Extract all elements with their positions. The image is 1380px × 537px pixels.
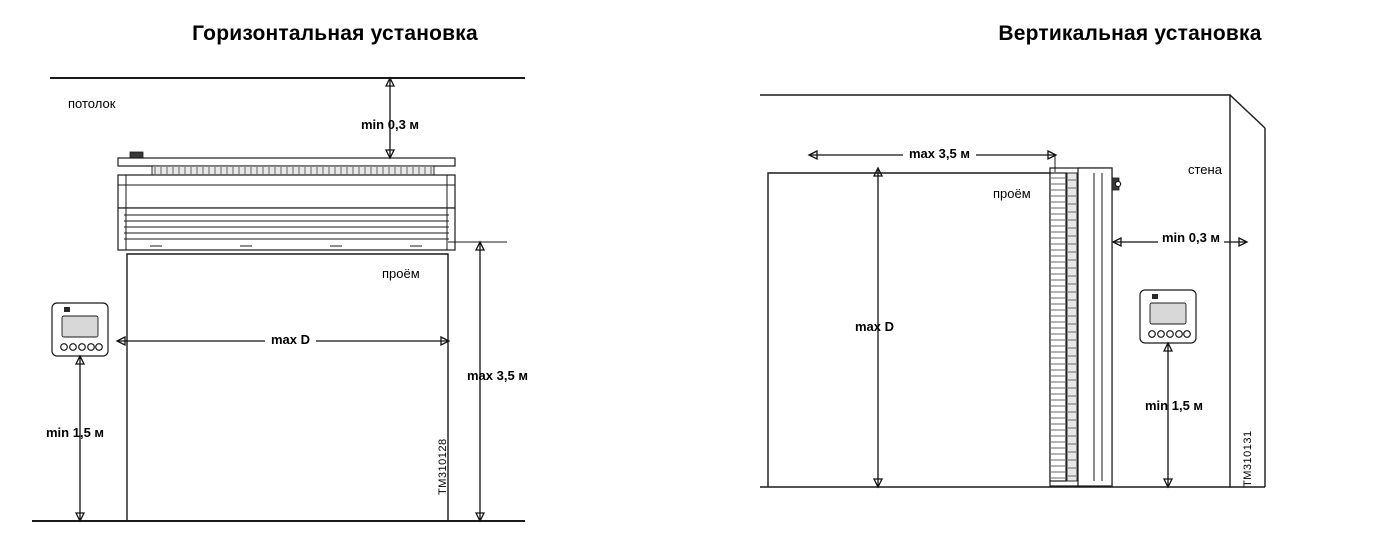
label-opening-vertical: проём <box>993 186 1031 201</box>
air-curtain-unit-horizontal <box>118 152 455 250</box>
label-min-ceiling-gap: min 0,3 м <box>361 117 420 132</box>
wall-corner-line <box>1230 95 1265 128</box>
controller-panel-vertical <box>1140 290 1196 343</box>
dimension-min-controller-height-vertical <box>1164 343 1172 487</box>
controller-panel-horizontal <box>52 303 108 356</box>
panel-title-vertical: Вертикальная установка <box>998 22 1262 45</box>
label-max-d-vertical: max D <box>855 319 895 334</box>
panel-title-horizontal: Горизонтальная установка <box>192 22 478 45</box>
opening-outline <box>127 254 448 521</box>
opening-outline-vertical <box>768 173 1060 487</box>
drawing-code-horizontal: TM310128 <box>437 438 449 495</box>
label-max-d: max D <box>265 332 316 347</box>
vertical-drawing <box>690 0 1380 537</box>
label-min-controller-height-vertical: min 1,5 м <box>1145 398 1204 413</box>
label-wall: стена <box>1188 162 1222 177</box>
label-max-distance-vertical: max 3,5 м <box>903 146 976 161</box>
diagram-panel-vertical <box>690 0 1380 537</box>
label-opening-horizontal: проём <box>382 266 420 281</box>
label-max-height-horizontal: max 3,5 м <box>467 368 528 383</box>
label-min-wall-gap: min 0,3 м <box>1158 230 1224 245</box>
drawing-code-vertical: TM310131 <box>1242 430 1254 487</box>
label-ceiling: потолок <box>68 96 116 111</box>
label-min-controller-height-horizontal: min 1,5 м <box>46 425 105 440</box>
air-curtain-unit-vertical <box>1050 168 1121 486</box>
